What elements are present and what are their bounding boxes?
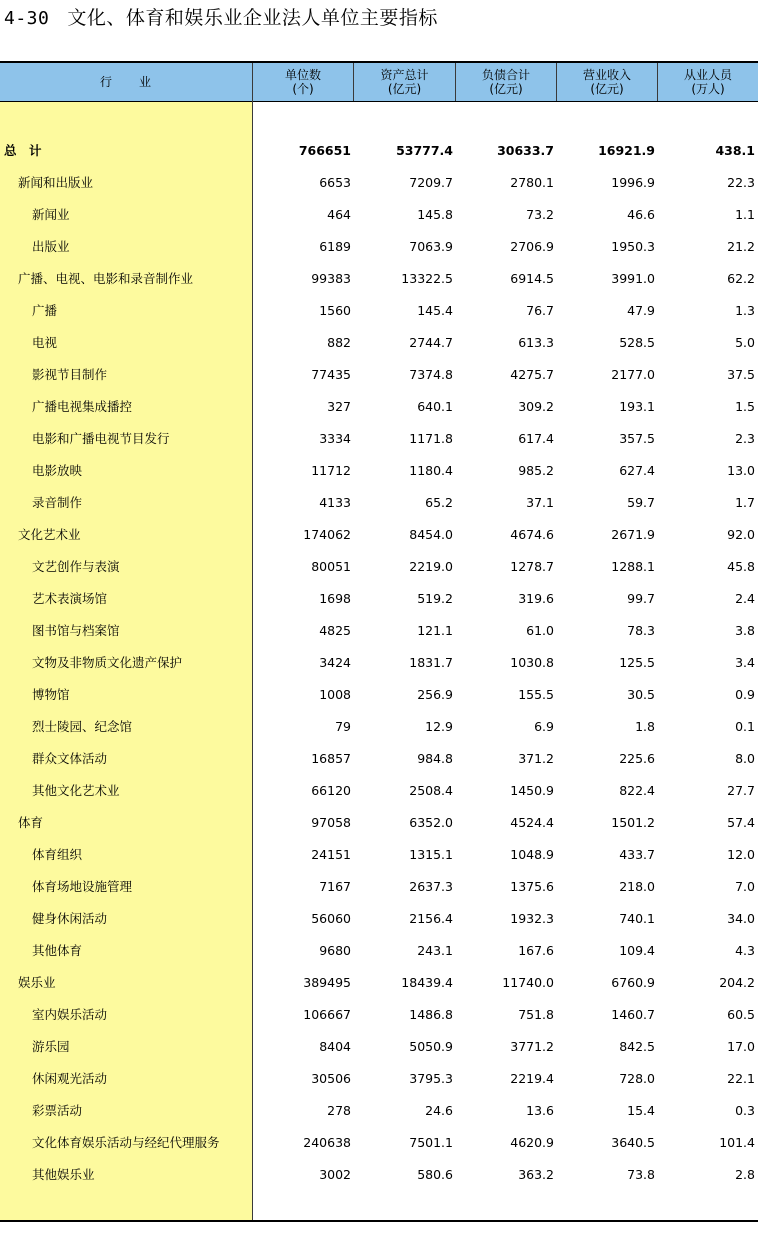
table-row (0, 423, 758, 455)
table-row (0, 231, 758, 263)
industry-name: 文化艺术业 (18, 527, 81, 542)
liabilities-value: 751.8 (518, 1007, 554, 1022)
assets-value: 984.8 (417, 751, 453, 766)
employees-value: 22.3 (727, 175, 755, 190)
liabilities-value: 1048.9 (510, 847, 554, 862)
table-row (0, 839, 758, 871)
table-row (0, 167, 758, 199)
liabilities-value: 3771.2 (510, 1039, 554, 1054)
liabilities-value: 363.2 (518, 1167, 554, 1182)
units-value: 4825 (319, 623, 351, 638)
revenue-value: 99.7 (627, 591, 655, 606)
employees-value: 101.4 (719, 1135, 755, 1150)
employees-value: 1.3 (735, 303, 755, 318)
units-value: 30506 (311, 1071, 351, 1086)
revenue-value: 16921.9 (598, 143, 655, 158)
units-value: 389495 (303, 975, 351, 990)
industry-name: 广播、电视、电影和录音制作业 (18, 271, 194, 286)
liabilities-value: 4524.4 (510, 815, 554, 830)
header-col-name: 单位数 (284, 68, 321, 82)
table-title-text: 文化、体育和娱乐业企业法人单位主要指标 (67, 7, 438, 29)
revenue-value: 728.0 (619, 1071, 655, 1086)
units-value: 8404 (319, 1039, 351, 1054)
table-row (0, 871, 758, 903)
assets-value: 2156.4 (409, 911, 453, 926)
assets-value: 13322.5 (401, 271, 453, 286)
industry-name: 录音制作 (32, 495, 83, 510)
units-value: 99383 (311, 271, 351, 286)
revenue-value: 47.9 (627, 303, 655, 318)
header-rule (0, 101, 758, 102)
table-row (0, 487, 758, 519)
assets-value: 1486.8 (409, 1007, 453, 1022)
industry-name: 影视节目制作 (32, 367, 108, 382)
employees-value: 34.0 (727, 911, 755, 926)
table-row (0, 199, 758, 231)
industry-name: 文化体育娱乐活动与经纪代理服务 (32, 1135, 220, 1150)
table-row (0, 519, 758, 551)
units-value: 882 (327, 335, 351, 350)
header-industry (0, 63, 252, 101)
assets-value: 53777.4 (396, 143, 453, 158)
revenue-value: 218.0 (619, 879, 655, 894)
table-row (0, 551, 758, 583)
table-row (0, 583, 758, 615)
liabilities-value: 37.1 (526, 495, 554, 510)
revenue-value: 1460.7 (611, 1007, 655, 1022)
employees-value: 92.0 (727, 527, 755, 542)
header-industry-label: 行 业 (99, 75, 152, 89)
header-col-units (253, 63, 353, 101)
liabilities-value: 4275.7 (510, 367, 554, 382)
revenue-value: 30.5 (627, 687, 655, 702)
table-row (0, 775, 758, 807)
assets-value: 2744.7 (409, 335, 453, 350)
employees-value: 1.5 (735, 399, 755, 414)
table-row (0, 967, 758, 999)
units-value: 77435 (311, 367, 351, 382)
assets-value: 2219.0 (409, 559, 453, 574)
employees-value: 27.7 (727, 783, 755, 798)
liabilities-value: 73.2 (526, 207, 554, 222)
industry-name: 新闻业 (32, 207, 70, 222)
header-col-name: 从业人员 (683, 68, 732, 82)
units-value: 9680 (319, 943, 351, 958)
liabilities-value: 1375.6 (510, 879, 554, 894)
liabilities-value: 2219.4 (510, 1071, 554, 1086)
liabilities-value: 1932.3 (510, 911, 554, 926)
liabilities-value: 30633.7 (497, 143, 554, 158)
revenue-value: 2177.0 (611, 367, 655, 382)
industry-name: 休闲观光活动 (32, 1071, 108, 1086)
liabilities-value: 167.6 (518, 943, 554, 958)
employees-value: 37.5 (727, 367, 755, 382)
table-row (0, 999, 758, 1031)
industry-name: 总 计 (4, 143, 42, 158)
revenue-value: 822.4 (619, 783, 655, 798)
assets-value: 7374.8 (409, 367, 453, 382)
revenue-value: 78.3 (627, 623, 655, 638)
employees-value: 60.5 (727, 1007, 755, 1022)
units-value: 766651 (298, 143, 351, 158)
assets-value: 18439.4 (401, 975, 453, 990)
revenue-value: 59.7 (627, 495, 655, 510)
employees-value: 0.1 (735, 719, 755, 734)
header-col-unit: (个) (292, 82, 314, 96)
units-value: 1560 (319, 303, 351, 318)
liabilities-value: 76.7 (526, 303, 554, 318)
table-row (0, 1031, 758, 1063)
header-col-unit: (万人) (691, 82, 725, 96)
units-value: 106667 (303, 1007, 351, 1022)
employees-value: 438.1 (715, 143, 755, 158)
industry-name: 文物及非物质文化遗产保护 (32, 655, 183, 670)
employees-value: 17.0 (727, 1039, 755, 1054)
liabilities-value: 13.6 (526, 1103, 554, 1118)
industry-name: 游乐园 (32, 1039, 70, 1054)
employees-value: 2.8 (735, 1167, 755, 1182)
table-row (0, 1063, 758, 1095)
liabilities-value: 2706.9 (510, 239, 554, 254)
revenue-value: 2671.9 (611, 527, 655, 542)
employees-value: 13.0 (727, 463, 755, 478)
units-value: 56060 (311, 911, 351, 926)
employees-value: 1.7 (735, 495, 755, 510)
industry-name: 电视 (32, 335, 58, 350)
employees-value: 21.2 (727, 239, 755, 254)
industry-name: 图书馆与档案馆 (32, 623, 120, 638)
revenue-value: 1501.2 (611, 815, 655, 830)
revenue-value: 1.8 (635, 719, 655, 734)
assets-value: 1831.7 (409, 655, 453, 670)
employees-value: 12.0 (727, 847, 755, 862)
employees-value: 45.8 (727, 559, 755, 574)
industry-name: 电影和广播电视节目发行 (32, 431, 170, 446)
units-value: 16857 (311, 751, 351, 766)
header-col-employees (658, 63, 758, 101)
table-row (0, 647, 758, 679)
employees-value: 4.3 (735, 943, 755, 958)
units-value: 4133 (319, 495, 351, 510)
revenue-value: 6760.9 (611, 975, 655, 990)
industry-name: 其他文化艺术业 (32, 783, 120, 798)
header-col-name: 负债合计 (481, 68, 530, 82)
table-row (0, 711, 758, 743)
units-value: 66120 (311, 783, 351, 798)
revenue-value: 125.5 (619, 655, 655, 670)
assets-value: 256.9 (417, 687, 453, 702)
table-row (0, 391, 758, 423)
assets-value: 519.2 (417, 591, 453, 606)
industry-name: 体育组织 (32, 847, 83, 862)
liabilities-value: 1450.9 (510, 783, 554, 798)
assets-value: 243.1 (417, 943, 453, 958)
industry-name: 艺术表演场馆 (32, 591, 108, 606)
table-row (0, 327, 758, 359)
revenue-value: 357.5 (619, 431, 655, 446)
header-col-name: 营业收入 (582, 68, 631, 82)
table-row (0, 679, 758, 711)
units-value: 6189 (319, 239, 351, 254)
industry-name: 体育场地设施管理 (32, 879, 133, 894)
industry-name: 文艺创作与表演 (32, 559, 120, 574)
assets-value: 12.9 (425, 719, 453, 734)
table-row (0, 935, 758, 967)
assets-value: 3795.3 (409, 1071, 453, 1086)
table-row (0, 295, 758, 327)
units-value: 97058 (311, 815, 351, 830)
assets-value: 7501.1 (409, 1135, 453, 1150)
revenue-value: 193.1 (619, 399, 655, 414)
units-value: 464 (327, 207, 351, 222)
employees-value: 3.8 (735, 623, 755, 638)
industry-name: 彩票活动 (32, 1103, 83, 1118)
table-number: 4-30 (4, 8, 50, 29)
table-row (0, 903, 758, 935)
table-row (0, 359, 758, 391)
assets-value: 2637.3 (409, 879, 453, 894)
revenue-value: 15.4 (627, 1103, 655, 1118)
units-value: 79 (335, 719, 351, 734)
revenue-value: 1950.3 (611, 239, 655, 254)
employees-value: 57.4 (727, 815, 755, 830)
industry-name: 电影放映 (32, 463, 83, 478)
employees-value: 2.3 (735, 431, 755, 446)
header-col-assets (354, 63, 455, 101)
liabilities-value: 61.0 (526, 623, 554, 638)
revenue-value: 73.8 (627, 1167, 655, 1182)
revenue-value: 528.5 (619, 335, 655, 350)
units-value: 174062 (303, 527, 351, 542)
industry-name: 其他体育 (32, 943, 83, 958)
liabilities-value: 155.5 (518, 687, 554, 702)
assets-value: 2508.4 (409, 783, 453, 798)
units-value: 3002 (319, 1167, 351, 1182)
units-value: 1008 (319, 687, 351, 702)
liabilities-value: 6.9 (534, 719, 554, 734)
header-col-name: 资产总计 (380, 68, 429, 82)
industry-name: 其他娱乐业 (32, 1167, 95, 1182)
bottom-rule (0, 1220, 758, 1222)
employees-value: 62.2 (727, 271, 755, 286)
units-value: 3424 (319, 655, 351, 670)
units-value: 240638 (303, 1135, 351, 1150)
table-row (0, 743, 758, 775)
header-col-unit: (亿元) (387, 82, 422, 96)
industry-name: 烈士陵园、纪念馆 (32, 719, 133, 734)
revenue-value: 109.4 (619, 943, 655, 958)
units-value: 278 (327, 1103, 351, 1118)
industry-name: 出版业 (32, 239, 70, 254)
industry-name: 广播 (32, 303, 58, 318)
revenue-value: 46.6 (627, 207, 655, 222)
revenue-value: 433.7 (619, 847, 655, 862)
table-row (0, 263, 758, 295)
assets-value: 7063.9 (409, 239, 453, 254)
industry-name: 博物馆 (32, 687, 70, 702)
assets-value: 1171.8 (409, 431, 453, 446)
employees-value: 0.9 (735, 687, 755, 702)
assets-value: 24.6 (425, 1103, 453, 1118)
header-col-unit: (亿元) (489, 82, 523, 96)
table-row (0, 135, 758, 167)
assets-value: 145.4 (417, 303, 453, 318)
table-row (0, 1127, 758, 1159)
employees-value: 2.4 (735, 591, 755, 606)
industry-name: 室内娱乐活动 (32, 1007, 108, 1022)
units-value: 80051 (311, 559, 351, 574)
liabilities-value: 309.2 (518, 399, 554, 414)
assets-value: 1315.1 (409, 847, 453, 862)
industry-name: 广播电视集成播控 (32, 399, 133, 414)
assets-value: 1180.4 (409, 463, 453, 478)
header-col-liabilities (456, 63, 556, 101)
header-col-unit: (亿元) (590, 82, 624, 96)
assets-value: 8454.0 (409, 527, 453, 542)
employees-value: 0.3 (735, 1103, 755, 1118)
revenue-value: 1996.9 (611, 175, 655, 190)
table-row (0, 1095, 758, 1127)
employees-value: 1.1 (735, 207, 755, 222)
revenue-value: 842.5 (619, 1039, 655, 1054)
employees-value: 5.0 (735, 335, 755, 350)
revenue-value: 627.4 (619, 463, 655, 478)
industry-name: 娱乐业 (18, 975, 56, 990)
employees-value: 22.1 (727, 1071, 755, 1086)
employees-value: 3.4 (735, 655, 755, 670)
table-row (0, 1159, 758, 1191)
assets-value: 580.6 (417, 1167, 453, 1182)
table-row (0, 455, 758, 487)
units-value: 7167 (319, 879, 351, 894)
assets-value: 5050.9 (409, 1039, 453, 1054)
industry-name: 体育 (18, 815, 44, 830)
liabilities-value: 371.2 (518, 751, 554, 766)
employees-value: 204.2 (719, 975, 755, 990)
liabilities-value: 6914.5 (510, 271, 554, 286)
assets-value: 121.1 (417, 623, 453, 638)
units-value: 11712 (311, 463, 351, 478)
industry-name: 健身休闲活动 (32, 911, 108, 926)
assets-value: 145.8 (417, 207, 453, 222)
assets-value: 7209.7 (409, 175, 453, 190)
assets-value: 640.1 (417, 399, 453, 414)
employees-value: 8.0 (735, 751, 755, 766)
assets-value: 6352.0 (409, 815, 453, 830)
industry-name: 群众文体活动 (32, 751, 108, 766)
table-row (0, 807, 758, 839)
liabilities-value: 1030.8 (510, 655, 554, 670)
table-title (4, 5, 438, 31)
liabilities-value: 1278.7 (510, 559, 554, 574)
assets-value: 65.2 (425, 495, 453, 510)
liabilities-value: 613.3 (518, 335, 554, 350)
liabilities-value: 319.6 (518, 591, 554, 606)
units-value: 1698 (319, 591, 351, 606)
employees-value: 7.0 (735, 879, 755, 894)
header-col-revenue (557, 63, 657, 101)
liabilities-value: 4674.6 (510, 527, 554, 542)
revenue-value: 740.1 (619, 911, 655, 926)
liabilities-value: 985.2 (518, 463, 554, 478)
units-value: 24151 (311, 847, 351, 862)
units-value: 3334 (319, 431, 351, 446)
industry-name: 新闻和出版业 (18, 175, 94, 190)
units-value: 327 (327, 399, 351, 414)
units-value: 6653 (319, 175, 351, 190)
revenue-value: 3991.0 (611, 271, 655, 286)
liabilities-value: 2780.1 (510, 175, 554, 190)
liabilities-value: 11740.0 (502, 975, 554, 990)
liabilities-value: 617.4 (518, 431, 554, 446)
liabilities-value: 4620.9 (510, 1135, 554, 1150)
revenue-value: 1288.1 (611, 559, 655, 574)
revenue-value: 225.6 (619, 751, 655, 766)
revenue-value: 3640.5 (611, 1135, 655, 1150)
table-row (0, 615, 758, 647)
